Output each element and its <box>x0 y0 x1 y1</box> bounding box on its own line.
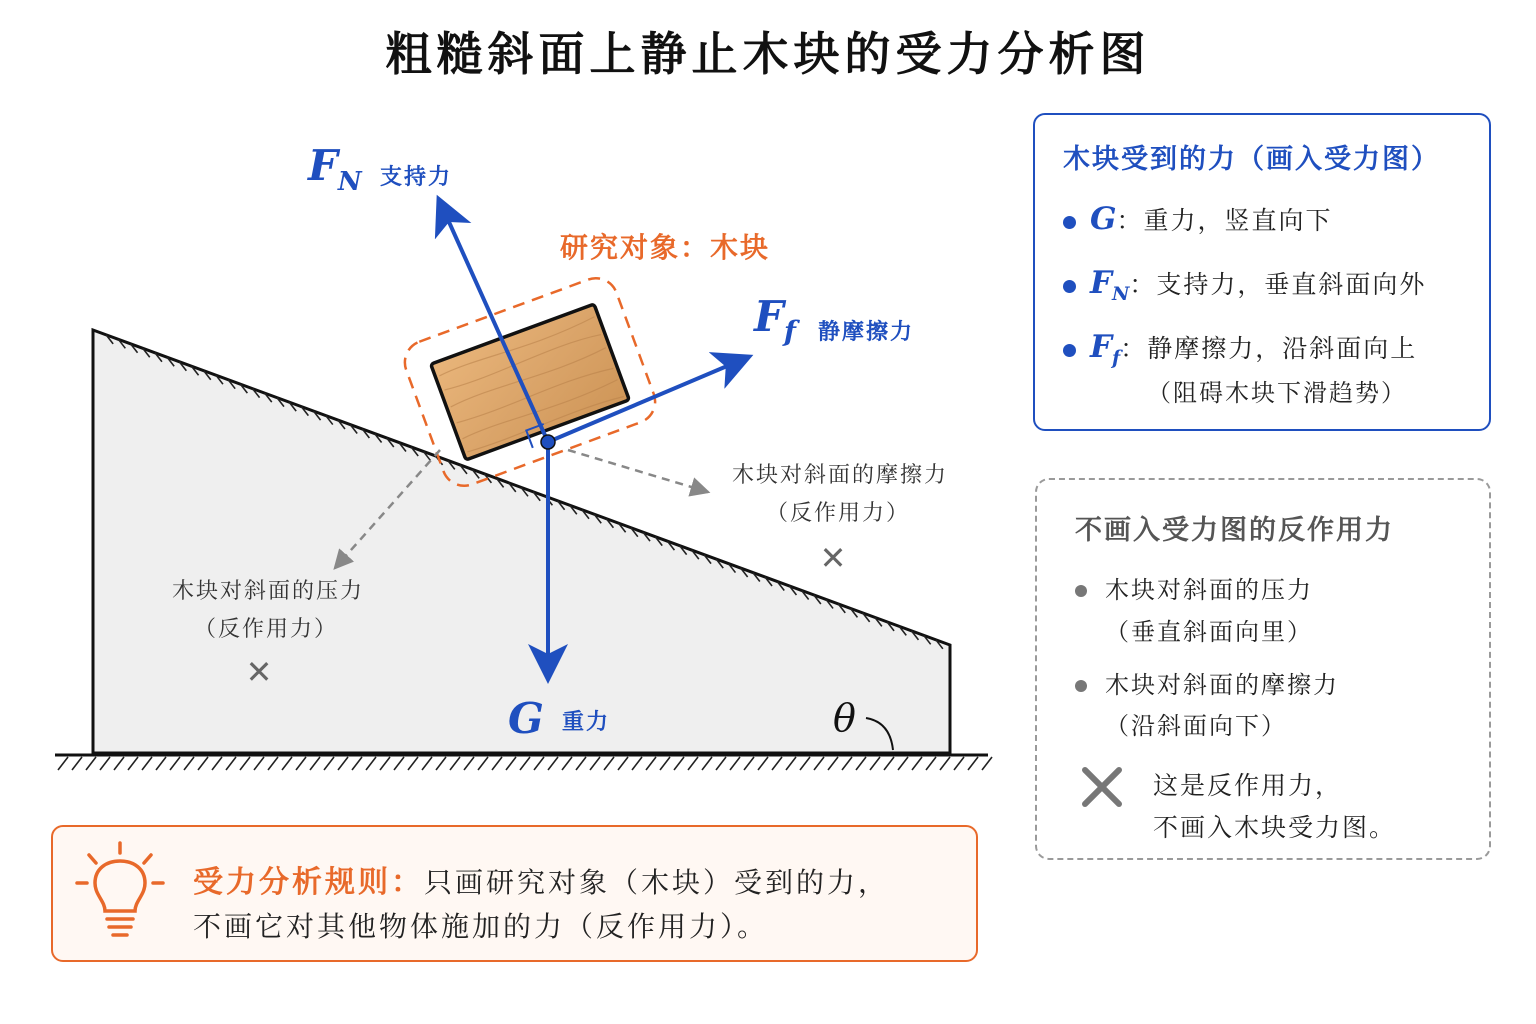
lightbulb-icon <box>75 839 165 949</box>
research-object-label: 研究对象：木块 <box>560 231 771 264</box>
reaction-forces-panel <box>1035 478 1491 860</box>
ground-hatch <box>58 757 992 770</box>
reaction-item-friction: 木块对斜面的摩擦力 <box>1075 665 1339 700</box>
bullet-dot <box>1063 216 1076 229</box>
reaction-pressure-label: 木块对斜面的压力 <box>171 579 365 604</box>
normal-force-symbol: $F_N$ <box>308 141 362 197</box>
force-description: ：重力，竖直向下 <box>1116 206 1333 235</box>
rule-box <box>51 825 978 962</box>
reaction-pressure-cross: ✕ <box>245 653 273 691</box>
reaction-friction-cross: ✕ <box>819 539 847 577</box>
gravity-symbol: G <box>508 694 544 743</box>
reaction-friction-label: 木块对斜面的摩擦力 <box>731 463 949 488</box>
forces-panel-header: 木块受到的力（画入受力图） <box>1063 144 1440 175</box>
force-symbol: $F_f$ <box>1090 329 1121 370</box>
cross-icon <box>1077 762 1127 812</box>
force-description: ：静摩擦力，沿斜面向上 <box>1120 334 1418 363</box>
rule-heading: 受力分析规则： <box>193 865 424 900</box>
reaction-friction-arrow <box>568 450 708 492</box>
angle-theta-label: θ <box>833 696 856 740</box>
reaction-panel-header: 不画入受力图的反作用力 <box>1075 515 1394 546</box>
reaction-pressure-sublabel: （反作用力） <box>193 617 339 642</box>
rule-line-2: 不画它对其他物体施加的力（反作用力）。 <box>193 910 769 943</box>
gravity-label: 重力 <box>562 710 611 735</box>
page-title: 粗糙斜面上静止木块的受力分析图 <box>385 27 1151 81</box>
bullet-dot <box>1075 585 1087 597</box>
rule-line-1: 受力分析规则：只画研究对象（木块）受到的力， <box>193 865 890 900</box>
bullet-dot <box>1075 680 1087 692</box>
force-symbol: $F_N$ <box>1090 265 1130 306</box>
reaction-note-line2: 不画入木块受力图。 <box>1153 813 1397 842</box>
bullet-dot <box>1063 344 1076 357</box>
reaction-item-pressure: 木块对斜面的压力 <box>1075 570 1313 605</box>
normal-force-label: 支持力 <box>380 165 453 190</box>
reaction-item-friction-note: （沿斜面向下） <box>1105 712 1287 740</box>
reaction-friction-sublabel: （反作用力） <box>765 501 911 526</box>
friction-force-symbol: $F_f$ <box>754 292 796 348</box>
force-item-normal <box>1063 265 1426 305</box>
reaction-note-line1: 这是反作用力， <box>1153 771 1343 800</box>
forces-panel <box>1033 113 1491 431</box>
friction-force-label: 静摩擦力 <box>818 320 915 345</box>
force-item-friction <box>1063 329 1417 369</box>
force-symbol: G <box>1090 201 1117 237</box>
force-origin-point <box>541 435 555 449</box>
reaction-item-pressure-note: （垂直斜面向里） <box>1105 618 1313 646</box>
force-description: ：支持力，垂直斜面向外 <box>1129 270 1427 299</box>
force-item-friction-note: （阻碍木块下滑趋势） <box>1147 379 1407 407</box>
force-item-gravity <box>1063 201 1333 237</box>
bullet-dot <box>1063 280 1076 293</box>
